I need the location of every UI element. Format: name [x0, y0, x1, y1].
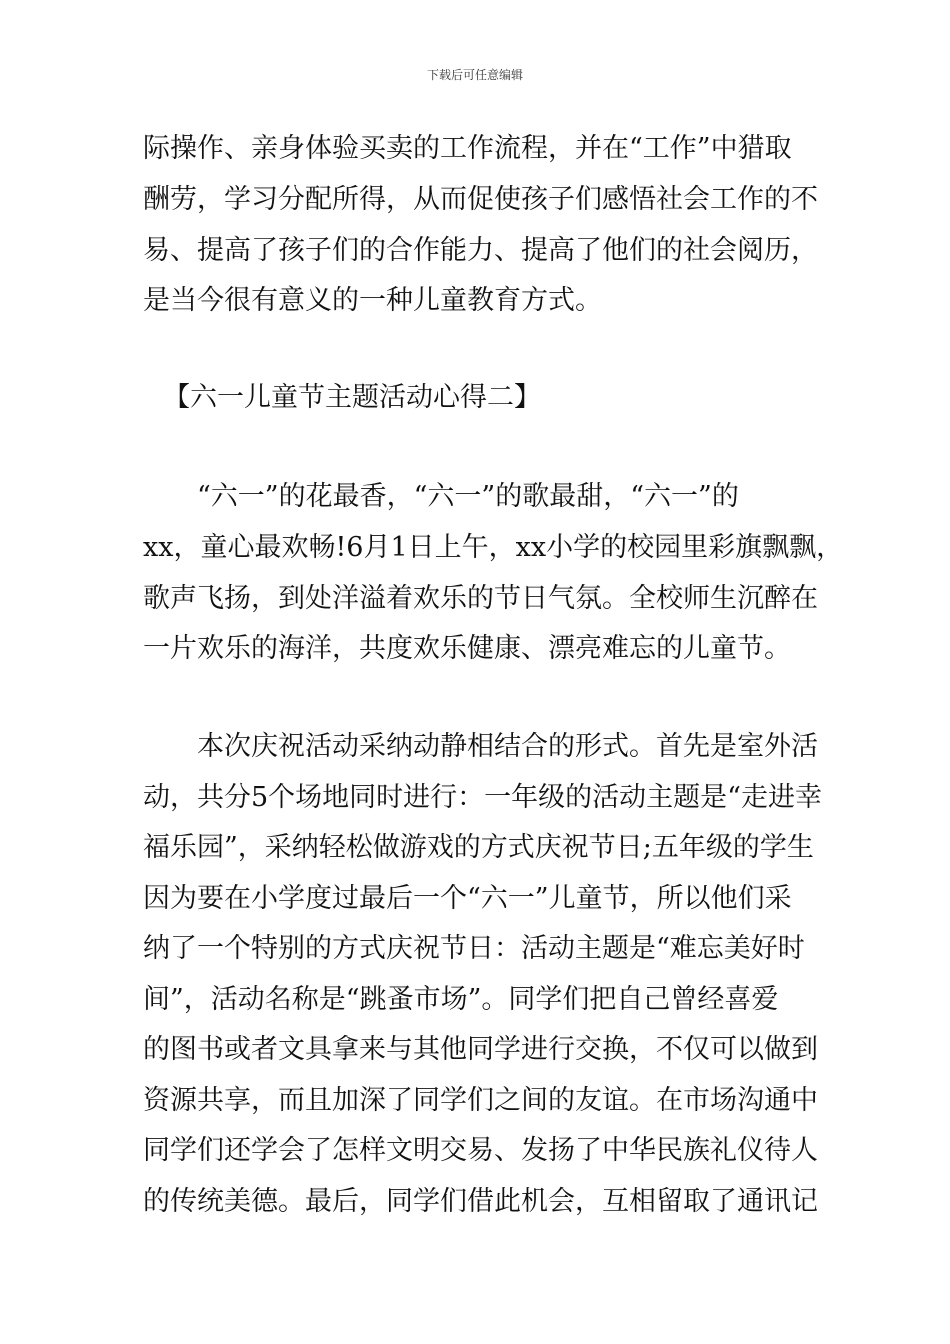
para3-line-9: 同学们还学会了怎样文明交易、发扬了中华民族礼仪待人 — [143, 1135, 818, 1166]
para3-line-10: 的传统美德。最后，同学们借此机会，互相留取了通讯记 — [143, 1186, 818, 1217]
para3-line-2: 动，共分5个场地同时进行：一年级的活动主题是“走进幸 — [143, 782, 822, 813]
header-note: 下载后可任意编辑 — [426, 68, 523, 82]
para2-line-4: 一片欢乐的海洋，共度欢乐健康、漂亮难忘的儿童节。 — [143, 633, 791, 664]
para3-line-6: 间”，活动名称是“跳蚤市场”。同学们把自己曾经喜爱 — [143, 984, 779, 1015]
para1-line-4: 是当今很有意义的一种儿童教育方式。 — [143, 285, 602, 316]
para3-line-4: 因为要在小学度过最后一个“六一”儿童节，所以他们采 — [143, 883, 792, 914]
para3-line-7: 的图书或者文具拿来与其他同学进行交换，不仅可以做到 — [143, 1034, 818, 1065]
para2-line-1: “六一”的花最香，“六一”的歌最甜，“六一”的 — [197, 481, 739, 512]
para3-line-3: 福乐园”，采纳轻松做游戏的方式庆祝节日;五年级的学生 — [143, 832, 814, 863]
para1-line-1: 际操作、亲身体验买卖的工作流程，并在“工作”中猎取 — [143, 133, 792, 164]
para3-line-1: 本次庆祝活动采纳动静相结合的形式。首先是室外活 — [197, 731, 818, 762]
para3-line-8: 资源共享，而且加深了同学们之间的友谊。在市场沟通中 — [143, 1085, 818, 1116]
para2-line-2: xx，童心最欢畅!6月1日上午，xx小学的校园里彩旗飘飘， — [143, 532, 844, 563]
section-title: 【六一儿童节主题活动心得二】 — [163, 382, 541, 413]
para1-line-3: 易、提高了孩子们的合作能力、提高了他们的社会阅历， — [143, 235, 818, 266]
para2-line-3: 歌声飞扬，到处洋溢着欢乐的节日气氛。全校师生沉醉在 — [143, 583, 818, 614]
para3-line-5: 纳了一个特别的方式庆祝节日：活动主题是“难忘美好时 — [143, 933, 805, 964]
para1-line-2: 酬劳，学习分配所得，从而促使孩子们感悟社会工作的不 — [143, 184, 818, 215]
